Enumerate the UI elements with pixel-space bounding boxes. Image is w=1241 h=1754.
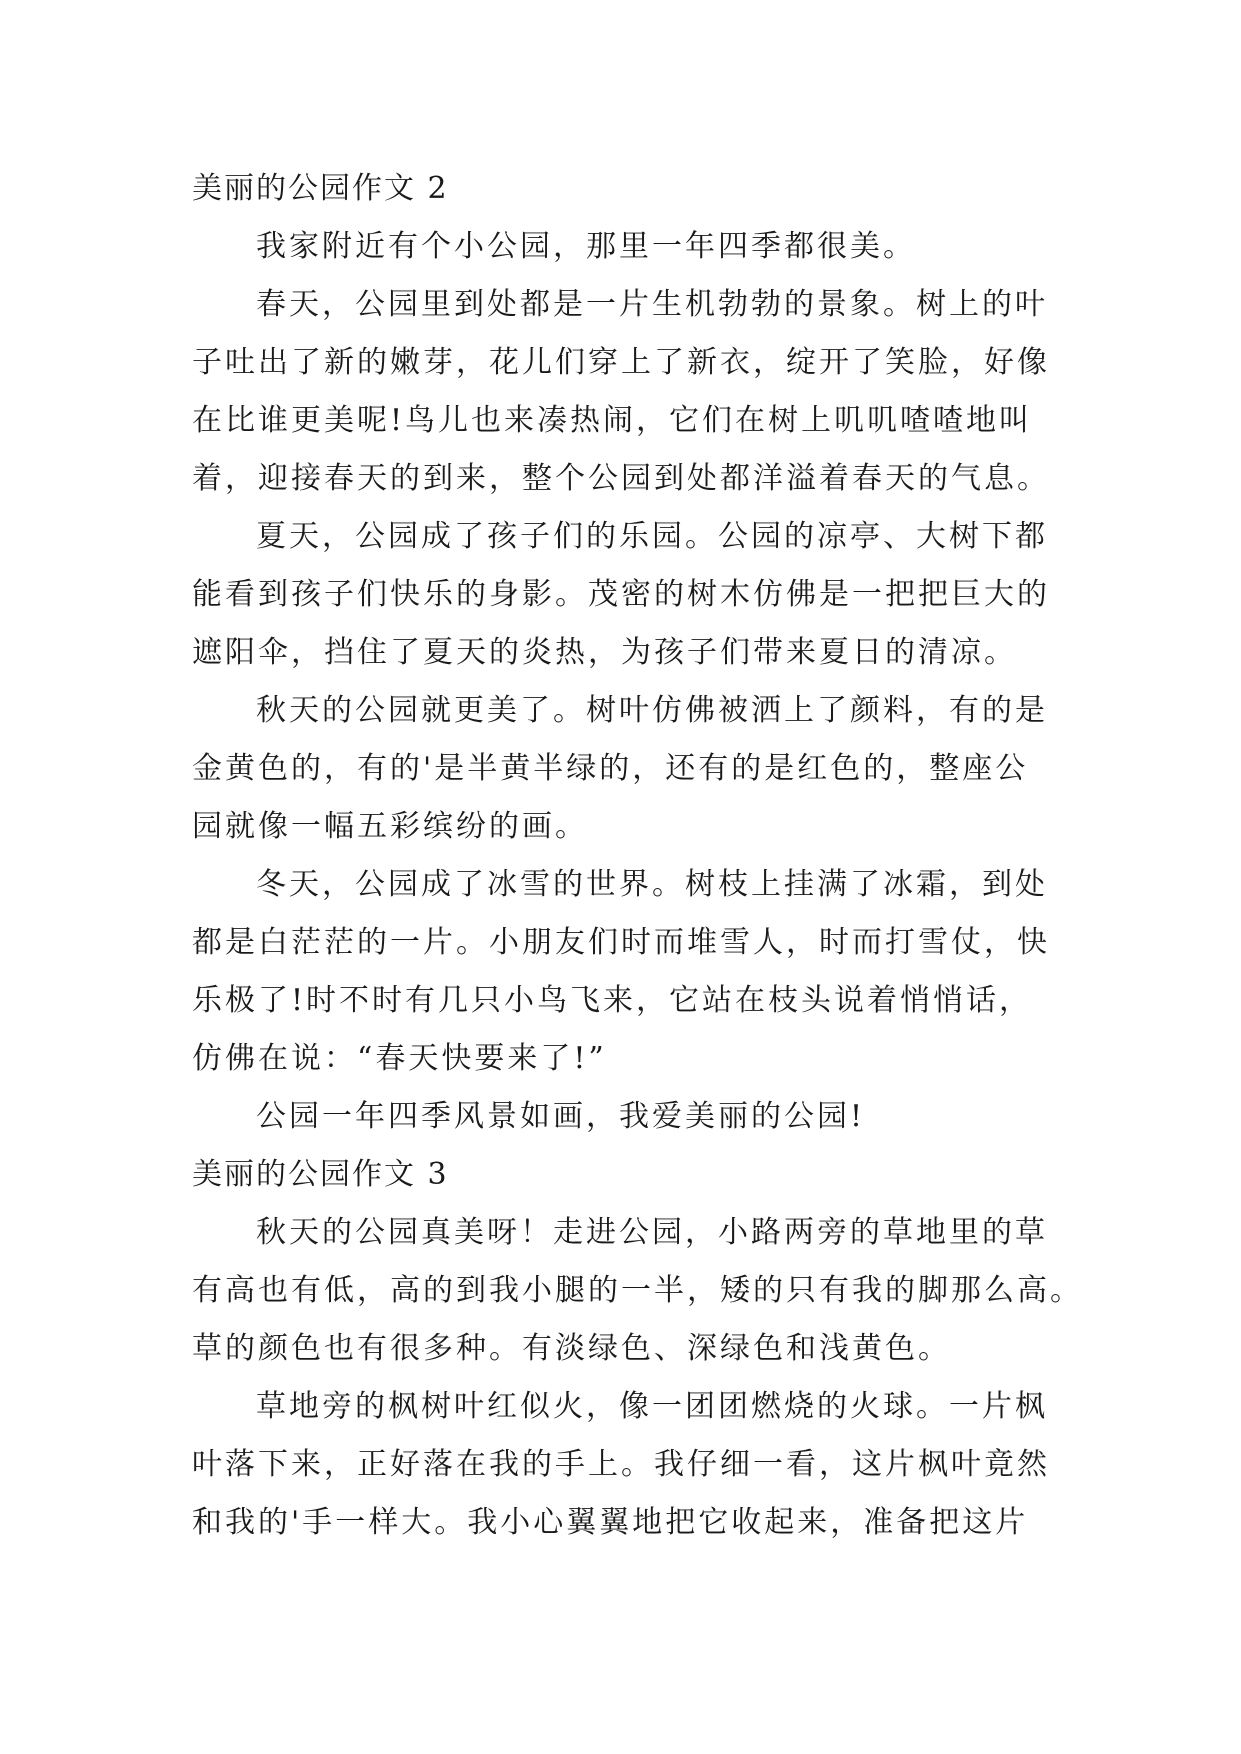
essay-2-line: 能看到孩子们快乐的身影。茂密的树木仿佛是一把把巨大的: [192, 577, 1050, 612]
essay-2-line: 都是白茫茫的一片。小朋友们时而堆雪人，时而打雪仗，快: [192, 925, 1050, 960]
essay-2-line: 春天，公园里到处都是一片生机勃勃的景象。树上的叶: [256, 287, 1048, 322]
essay-2-line: 我家附近有个小公园，那里一年四季都很美。: [256, 229, 916, 264]
essay-2-line: 秋天的公园就更美了。树叶仿佛被洒上了颜料，有的是: [256, 693, 1048, 728]
document-page: [192, 160, 1083, 1552]
essay-2-line: 仿佛在说：“春天快要来了!”: [192, 1041, 607, 1076]
essay-2-line: 子吐出了新的嫩芽，花儿们穿上了新衣，绽开了笑脸，好像: [192, 345, 1050, 380]
essay-2-title: 美丽的公园作文 2: [192, 171, 449, 206]
essay-3-title: 美丽的公园作文 3: [192, 1157, 449, 1192]
essay-2-line: 遮阳伞，挡住了夏天的炎热，为孩子们带来夏日的清凉。: [192, 635, 1017, 670]
essay-2-line: 金黄色的，有的'是半黄半绿的，还有的是红色的，整座公: [192, 751, 1029, 786]
essay-2-line: 公园一年四季风景如画，我爱美丽的公园!: [256, 1099, 866, 1134]
essay-3-line: 秋天的公园真美呀！走进公园，小路两旁的草地里的草: [256, 1215, 1048, 1250]
essay-2-line: 乐极了!时不时有几只小鸟飞来，它站在枝头说着悄悄话，: [192, 983, 1033, 1018]
essay-2-line: 着，迎接春天的到来，整个公园到处都洋溢着春天的气息。: [192, 461, 1050, 496]
essay-3-line: 草的颜色也有很多种。有淡绿色、深绿色和浅黄色。: [192, 1331, 951, 1366]
essay-3-line: 叶落下来，正好落在我的手上。我仔细一看，这片枫叶竟然: [192, 1447, 1050, 1482]
essay-3-line: 和我的'手一样大。我小心翼翼地把它收起来，准备把这片: [192, 1505, 1029, 1540]
essay-2-line: 夏天，公园成了孩子们的乐园。公园的凉亭、大树下都: [256, 519, 1048, 554]
essay-3-line: 草地旁的枫树叶红似火，像一团团燃烧的火球。一片枫: [256, 1389, 1048, 1424]
essay-2-line: 在比谁更美呢!鸟儿也来凑热闹，它们在树上叽叽喳喳地叫: [192, 403, 1033, 438]
essay-2-line: 冬天，公园成了冰雪的世界。树枝上挂满了冰霜，到处: [256, 867, 1048, 902]
essay-2-line: 园就像一幅五彩缤纷的画。: [192, 809, 588, 844]
essay-3-line: 有高也有低，高的到我小腿的一半，矮的只有我的脚那么高。: [192, 1273, 1083, 1308]
